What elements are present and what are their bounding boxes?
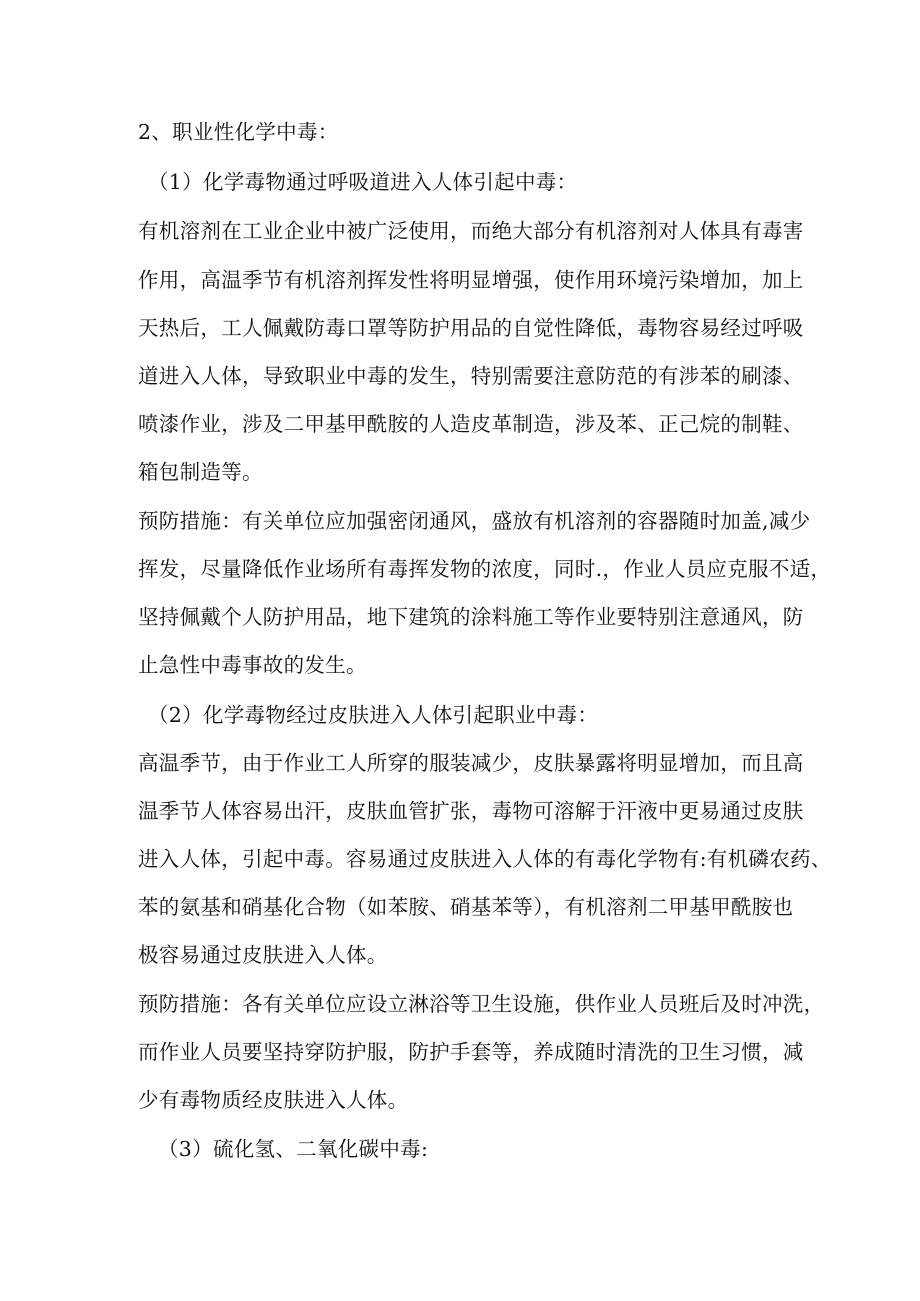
subsection-2-body-line: 苯的氨基和硝基化合物（如苯胺、硝基苯等），有机溶剂二甲基甲酰胺也 <box>138 895 794 919</box>
subsection-1-prevention-line: 止急性中毒事故的发生。 <box>138 653 367 677</box>
subsection-3-title: （3）硫化氢、二氧化碳中毒: <box>158 1137 429 1161</box>
subsection-2-body-line: 高温季节，由于作业工人所穿的服装减少，皮肤暴露将明显增加，而且高 <box>138 751 804 775</box>
subsection-2-prevention-line: 而作业人员要坚持穿防护服，防护手套等，养成随时清洗的卫生习惯，减 <box>138 1040 804 1064</box>
subsection-1-body-line: 作用，高温季节有机溶剂挥发性将明显增强，使作用环境污染增加，加上 <box>138 268 804 292</box>
subsection-1-body-line: 天热后，工人佩戴防毒口罩等防护用品的自觉性降低，毒物容易经过呼吸 <box>138 316 804 340</box>
subsection-2-body-line: 极容易通过皮肤进入人体。 <box>138 943 388 967</box>
subsection-1-body-line: 喷漆作业，涉及二甲基甲酰胺的人造皮革制造，涉及苯、正己烷的制鞋、 <box>138 412 804 436</box>
subsection-2-body-line: 温季节人体容易出汗，皮肤血管扩张，毒物可溶解于汗液中更易通过皮肤 <box>138 799 804 823</box>
subsection-1-prevention-line: 挥发，尽量降低作业场所有毒挥发物的浓度，同时.，作业人员应克服不适， <box>138 557 832 581</box>
subsection-1-body-line: 箱包制造等。 <box>138 460 263 484</box>
subsection-2-title: （2）化学毒物经过皮肤进入人体引起职业中毒： <box>148 703 599 727</box>
subsection-2-prevention-line: 少有毒物质经皮肤进入人体。 <box>138 1088 409 1112</box>
section-heading: 2、职业性化学中毒： <box>138 120 339 144</box>
subsection-2-prevention-line: 预防措施：各有关单位应设立淋浴等卫生设施，供作业人员班后及时冲洗， <box>138 992 825 1016</box>
subsection-1-body-line: 道进入人体，导致职业中毒的发生，特别需要注意防范的有涉苯的刷漆、 <box>138 364 804 388</box>
subsection-1-title: （1）化学毒物通过呼吸道进入人体引起中毒： <box>148 170 578 194</box>
subsection-1-prevention-line: 预防措施：有关单位应加强密闭通风，盛放有机溶剂的容器随时加盖,减少 <box>138 509 811 533</box>
subsection-1-body-line: 有机溶剂在工业企业中被广泛使用，而绝大部分有机溶剂对人体具有毒害 <box>138 219 804 243</box>
subsection-2-body-line: 进入人体，引起中毒。容易通过皮肤进入人体的有毒化学物有:有机磷农药、 <box>138 847 832 871</box>
subsection-1-prevention-line: 坚持佩戴个人防护用品，地下建筑的涂料施工等作业要特别注意通风，防 <box>138 605 804 629</box>
